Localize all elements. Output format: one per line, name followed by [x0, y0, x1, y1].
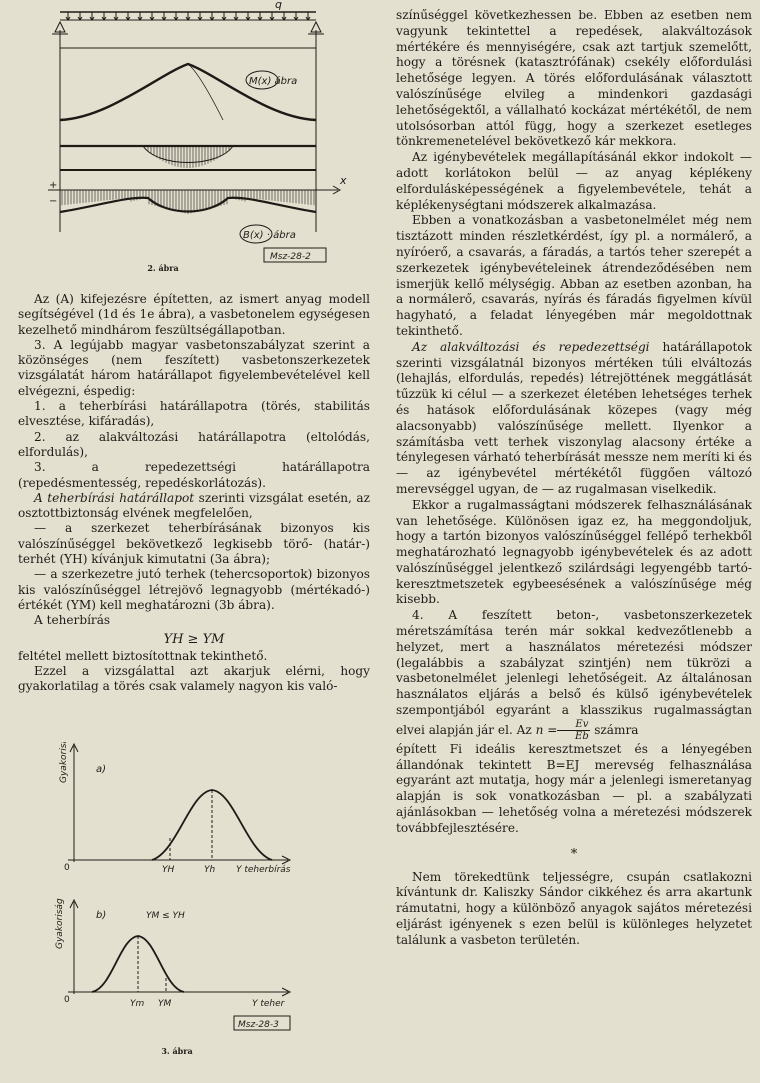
x-axis-label-b: Y teher — [252, 999, 285, 1009]
fraction-numerator: Ev — [557, 719, 590, 731]
figure-2-caption: 2. ábra — [147, 263, 179, 273]
load-arrow — [162, 12, 166, 20]
figure-2-stamp: Msz-28-2 — [270, 252, 311, 262]
stiffness-diagram-label: B(x) · ábra — [243, 230, 296, 241]
right-column — [396, 8, 752, 949]
load-arrow — [234, 12, 238, 20]
y-axis-label-a: Gyakoriság — [59, 742, 69, 783]
ym-label: YM — [158, 999, 172, 1009]
load-arrow — [270, 12, 274, 20]
paragraph: Ekkor a rugalmasságtani módszerek felhasználásának van lehetősége. Különösen igaz ez, ha meggondoljuk, hogy a tartón bizonyos valószínűséggel fellépő terhekből meghatározható legnagyobb igénybevételek és az adott valószínűséggel jelentkező szilárdsági legyengébb tartó-keresztmetszetek egybeesésének a valószínűsége még kisebb. — [396, 497, 752, 607]
load-arrow — [126, 12, 130, 20]
paragraph-text: 4. A feszített beton-, vasbetonszerkezetek méretszámítása terén már sokkal kedvezőtlenebb a helyzet, mert a használatos méretezési módszer (legalábbis a szabályzat szintjén) nem tükrözi a vasbetonelmélet jelenlegi lehetőségeit. Az általánosan használatos eljárás a belső és külső igénybevételek szempontjából egyaránt a klasszikus rugalmasságtan elvei alapján jár el. Az — [396, 608, 752, 737]
paragraph — [396, 340, 752, 498]
fraction-denominator: Eb — [575, 730, 589, 742]
load-arrow — [294, 12, 298, 20]
yh-peak-label: Yh — [204, 865, 216, 875]
load-arrow — [186, 12, 190, 20]
load-arrow — [246, 12, 250, 20]
yh-label: YH — [162, 865, 175, 875]
condition-label: YM ≤ YH — [146, 911, 185, 921]
paragraph: feltétel mellett biztosítottnak tekinthető. — [18, 648, 268, 663]
load-arrow — [174, 12, 178, 20]
ym-peak-label: Ym — [130, 999, 145, 1009]
section-separator: * — [570, 846, 578, 862]
paragraph-text: számra — [594, 722, 639, 737]
paragraph: Az (A) kifejezésre építetten, az ismert anyag modell segítségével (1d és 1e ábra), a vasbetonelem egységesen kezelhető mindhárom feszültségállapotban. — [18, 292, 370, 337]
load-arrow — [210, 12, 214, 20]
load-arrow — [198, 12, 202, 20]
paragraph: épített Fi ideális keresztmetszet és a lényegében állandónak tekintett B=EJ merevség felhasználása egyaránt azt mutatja, hogy már a jelenlegi ismeretanyag alapján is sok vonatkozásban — pl. a szabályzati ajánlásokban — lehetőség volna a méretezési módszerek továbbfejlesztésére. — [396, 741, 752, 835]
left-column — [18, 292, 370, 694]
load-arrow — [78, 12, 82, 20]
plus-sign: + — [49, 180, 58, 191]
figure-3-caption: 3. ábra — [161, 1046, 193, 1056]
list-item: 1. a teherbírási határállapotra (törés, stabilitás elvesztése, kifáradás), — [18, 399, 370, 429]
paragraph: 3. A legújabb magyar vasbetonszabályzat szerint a közönséges (nem feszített) vasbetonszerkezetek vizsgálatát három határállapot figyelembevételével kell elvégezni, éspedig: — [18, 337, 370, 398]
paragraph — [396, 608, 752, 742]
origin-label-b: 0 — [64, 995, 70, 1005]
panel-label-a: a) — [96, 764, 107, 775]
load-arrow — [138, 12, 142, 20]
figure-3 — [52, 742, 322, 1062]
list-item: 3. a repedezettségi határállapotra (repedésmentesség, repedéskorlátozás). — [18, 460, 370, 490]
x-axis-label: x — [340, 174, 347, 187]
moment-diagram-label: M(x) ábra — [249, 76, 298, 87]
load-arrow — [222, 12, 226, 20]
list-item: 2. az alakváltozási határállapotra (eltolódás, elfordulás), — [18, 429, 370, 459]
paragraph: A teherbírás — [34, 613, 111, 628]
load-arrow — [66, 12, 70, 20]
load-arrow — [90, 12, 94, 20]
paragraph: színűséggel következhessen be. Ebben az esetben nem vagyunk tekintettel a repedések, alakváltozások mértékére és mennyiségére, csak azt tartjuk szemelőtt, hogy a törésnek (katasztrófának) csekély előfordulási lehetősége legyen. A törés előfordulásának választott valószínűsége elvileg a mindenkori gazdasági lehetőségektől, a vállalható kockázat mértékétől, de nem utolsósorban attól függ, hogy a szerkezet esetleges tönkremenetelével bekövetkező kár mekkora. — [396, 8, 752, 149]
n-equation: n = — [535, 722, 558, 737]
figure-3-drawing — [52, 742, 322, 1062]
figure-2 — [48, 0, 348, 282]
load-arrow — [102, 12, 106, 20]
paragraph-text: határállapotok szerinti vizsgálatnál bizonyos mértéken túli elváltozás (lehajlás, elfordulás, repedés) létrejöttének meggátlását tűzzük ki célul — a szerkezet életében lehetséges terhek és hatások előfordulásának közepes (vagy még alacsonyabb) valószínűsége mellett. Ilyenkor a számításba vett terhek viszonylag alacsony értéke a ténylegesen várható teherbírását messze nem meríti ki és — az igénybevétel mértékétől függően változó merevséggel ugyan, de — az rugalmasan viselkedik. — [396, 339, 752, 496]
emphasis: Az alakváltozási és repedezettségi — [412, 339, 650, 354]
load-arrow — [258, 12, 262, 20]
figure-3-stamp: Msz-28-3 — [238, 1020, 279, 1030]
figure-2-drawing — [48, 0, 348, 282]
paragraph — [18, 491, 370, 522]
paragraph: Ezzel a vizsgálattal azt akarjuk elérni, hogy gyakorlatilag a törés csak valamely nagyon kis való- — [18, 663, 370, 694]
paragraph-text: szerinti vizsgálat esetén, az osztottbiztonság elvének megfelelően, — [18, 490, 371, 521]
n-fraction — [557, 719, 590, 742]
paragraph: Az igénybevételek megállapításánál ekkor indokolt — adott korlátokon belül — az anyag képlékeny elfordulásképességének a figyelembevétele, tehát a képlékenységtani módszerek alkalmazása. — [396, 150, 752, 212]
panel-label-b: b) — [96, 910, 107, 921]
paragraph: Ebben a vonatkozásban a vasbetonelmélet még nem tisztázott minden részletkérdést, így pl. a normálerő, a nyíróerő, a csavarás, a fáradás, a tartós teher szerepét a szerkezetek igénybevételeinek átrendeződésében nem ismerjük kellő mélységig. Abban az esetben azonban, ha a normálerő, csavarás, nyírás és fáradás figyelmen kívül hagyható, a feladat lényegében már megoldottnak tekinthető. — [396, 213, 752, 338]
load-arrow — [306, 12, 310, 20]
y-axis-label-b: Gyakoriság — [55, 898, 65, 949]
load-label: q — [275, 0, 282, 11]
paragraph: — a szerkezet teherbírásának bizonyos kis valószínűséggel bekövetkező legkisebb törő- (határ-) terhét (YH) kívánjuk kimutatni (3a ábra); — [18, 521, 370, 567]
x-axis-label-a: Y teherbírás — [236, 865, 291, 875]
load-arrow — [150, 12, 154, 20]
paragraph: — a szerkezetre jutó terhek (tehercsoportok) bizonyos kis valószínűséggel létrejövő legnagyobb (mértékadó-) értékét (YM) kell meghatározni (3b ábra). — [18, 567, 370, 612]
load-arrow — [114, 12, 118, 20]
minus-sign: − — [49, 196, 58, 207]
origin-label-a: 0 — [64, 863, 70, 873]
load-arrow — [282, 12, 286, 20]
emphasis: A teherbírási határállapot — [34, 490, 195, 505]
paragraph: Nem törekedtünk teljességre, csupán csatlakozni kívántunk dr. Kaliszky Sándor cikkéhez és arra akartunk rámutatni, hogy a különböző anyagok sajátos méretezési eljárást igényenek s ezen belül is különleges helyzetet találunk a vasbeton területén. — [396, 869, 752, 947]
formula: YH ≥ YM — [163, 631, 225, 647]
